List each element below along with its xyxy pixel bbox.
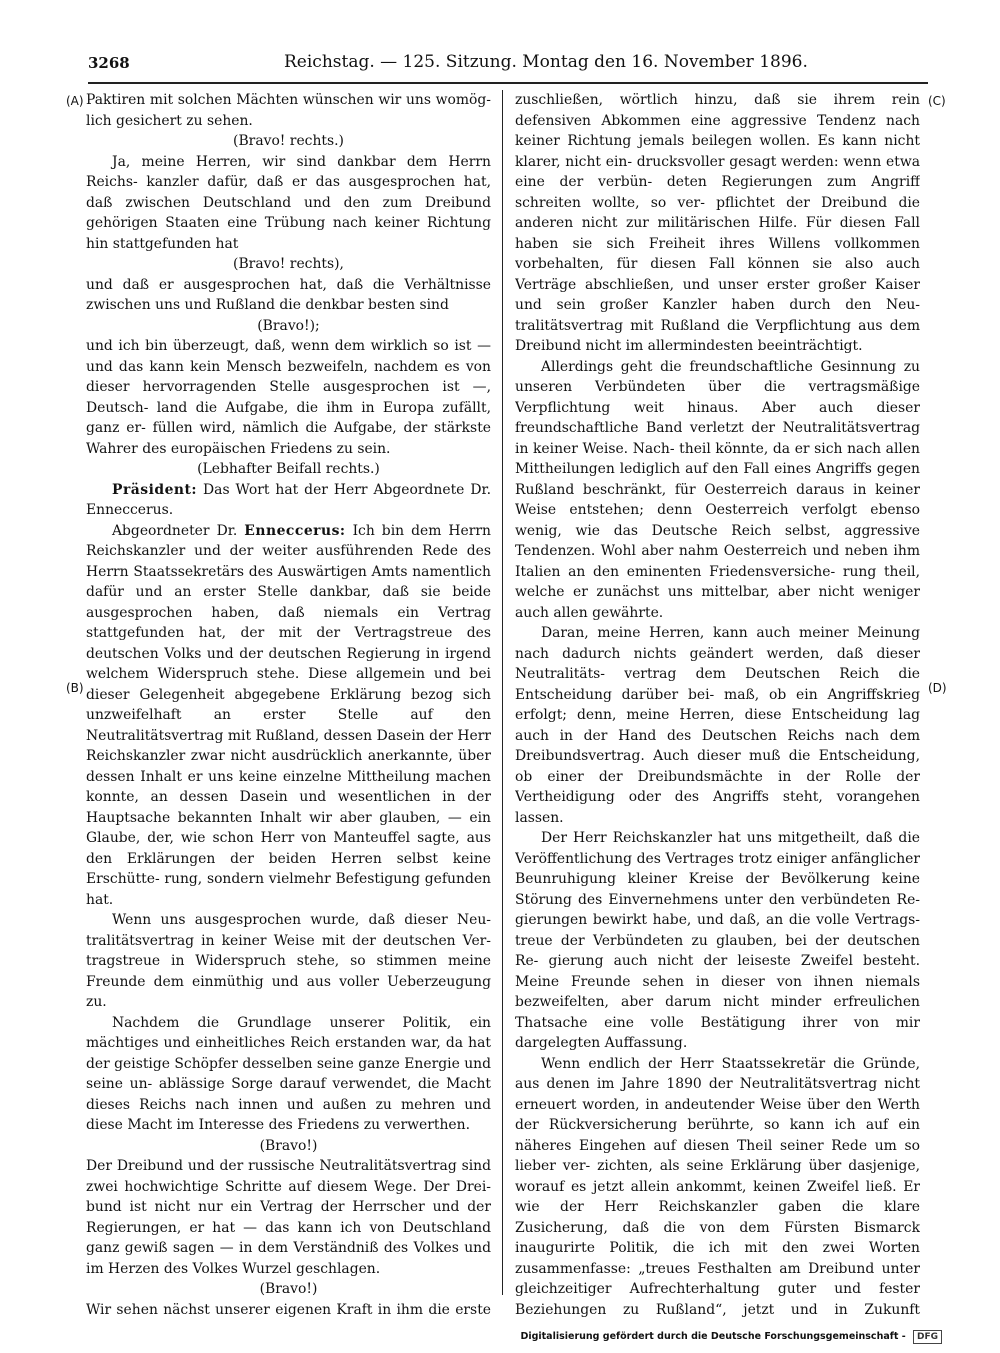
interjection: (Bravo! rechts.) [233,133,344,149]
paragraph: Daran, meine Herren, kann auch meiner Meinung nach dadurch nichts geändert werden, daß dieser Neutralitäts- vertrag dem Deutschen Reich die Entscheidung darüber bei- maß, ob ein Angriffskrieg erfolgt; denn, meine Herren, diese Entscheidung lag auch in der Hand des Deutschen Reichs nach dem Dreibundsvertrag. Auch dieser muß die Entscheidung, ob einer der Dreibundsmächte in der Rolle der Vertheidigung oder des Angriffs steht, vorangehen lassen. [515,625,920,826]
right-column [515,90,920,1320]
paragraph: Wir sehen nächst unserer eigenen Kraft in ihm die erste [86,1301,491,1318]
page-header [88,48,928,80]
interjection: (Bravo!) [259,1137,318,1154]
column-divider [502,90,503,1295]
paragraph: und daß er ausgesprochen hat, daß die Verhältnisse zwischen uns und Rußland die denkbar besten sind [86,276,491,313]
speech-text: Das Wort hat der Herr Abgeordnete Dr. Enneccerus. [86,481,491,518]
speaker-paragraph [86,480,491,521]
paragraph: Paktiren mit solchen Mächten wünschen wir uns womög- lich gesichert zu sehen. [86,92,491,129]
speaker-prefix: Abgeordneter Dr. [112,522,238,539]
paragraph: Wenn uns ausgesprochen wurde, daß dieser Neu- tralitätsvertrag in keiner Weise mit der deutschen Ver- tragstreue in Widerspruch stehe, so stimmen meine Freunde dem einmüthig und aus voller Ueberzeugung zu. [86,912,491,1010]
speaker-paragraph [86,521,491,911]
running-title: Reichstag. — 125. Sitzung. Montag den 16. November 1896. [284,52,808,72]
margin-marker-c: (C) [928,94,946,108]
paragraph: Der Dreibund und der russische Neutralitätsvertrag sind zwei hochwichtige Schritte auf diesem Wege. Der Drei- bund ist nicht nur ein Vertrag der Herrscher und der Regierungen, er hat — das kann ich von Deutschland ganz gewiß sagen — in dem Verständniß des Volkes und im Herzen des Volkes Wurzel geschlagen. [86,1158,491,1277]
interjection: (Bravo! rechts), [233,256,344,272]
interjection: (Lebhafter Beifall rechts.) [197,461,380,477]
paragraph: Nachdem die Grundlage unserer Politik, ein mächtiges und einheitliches Reich erstanden war, da hat der geistige Schöpfer desselben seine ganze Energie und seine un- ablässige Sorge darauf verwendet, die Macht dieses Reichs nach innen und außen zu mehren und diese Macht im Interesse des Friedens zu verwerthen. [86,1014,491,1133]
margin-marker-d: (D) [928,681,947,695]
interjection: (Bravo!) [259,1281,318,1297]
page-number: 3268 [88,54,130,72]
dfg-logo: DFG [913,1330,942,1344]
paragraph: Allerdings geht die freundschaftliche Gesinnung zu unseren Verbündeten über die vertragsmäßige Verpflichtung weit hinaus. Aber auch dieser freundschaftliche Band verletzt der Neutralitätsvertrag in keiner Weise. Nach- theil könnte, da er sich nach allen Mittheilungen lediglich auf den Fall eines Angriffs gegen Rußland beschränkt, für Oesterreich daraus in keiner Weise entstehen; denn Oesterreich verfolgt ebenso wenig, wie das Deutsche Reich selbst, aggressive Tendenzen. Wohl aber nahm Oesterreich und neben ihm Italien an den eminenten Friedensversiche- rung theil, welche er zunächst uns mittelbar, aber nicht weniger auch allen gewährte. [515,358,920,621]
paragraph: zuschließen, wörtlich hinzu, daß sie ihrem rein defensiven Abkommen eine aggressive Tendenz nach keiner Richtung jemals beilegen wollen. Es kann nicht klarer, nicht ein- drucksvoller gesagt werden: wenn etwa eine der verbün- deten Regierungen zum Angriff schreiten wollte, so ver- pflichtet der Dreibund die anderen nicht zur militärischen Hilfe. Für diesen Fall haben sie sich Freiheit ihres Willens vollkommen vorbehalten, für diesen Fall können sie also auch Verträge abschließen, und unser erster großer Kaiser und sein großer Kanzler haben durch den Neu- tralitätsvertrag mit Rußland die Verpflichtung aus dem Dreibund nicht im allermindesten beeinträchtigt. [515,92,920,354]
margin-marker-a: (A) [66,94,84,108]
paragraph: Der Herr Reichskanzler hat uns mitgetheilt, daß die Veröffentlichung des Vertrages trotz einiger anfänglicher Beunruhigung kleiner Kreise der Bevölkerung keine Störung des Einvernehmens unter den verbündeten Re- gierungen bewirkt habe, und daß, an die volle Vertrags- treue der Verbündeten zu glauben, bei der deutschen Re- gierung auch nicht der leiseste Zweifel besteht. Meine Freunde sehen in dieser von ihnen niemals bezweifelten, aber darum nicht minder erfreulichen Thatsache eine volle Bestätigung ihrer von mir dargelegten Auffassung. [515,830,920,1051]
speaker-name: Präsident: [112,481,198,498]
interjection: (Bravo!); [257,317,320,334]
margin-marker-b: (B) [66,681,84,695]
footer-credit [520,1330,942,1344]
speech-text: Ich bin dem Herrn Reichskanzler und der weiter ausführenden Rede des Herrn Staatssekretärs des Auswärtigen Amts namentlich dafür und an erster Stelle dankbar, daß sie beide ausgesprochen haben, daß niemals ein Vertrag stattgefunden hat, der mit der Vertragstreue des deutschen Volks und der deutschen Regierung in irgend welchem Widerspruch stehe. Diese allgemein und bei dieser Gelegenheit abgegebene Erklärung bezog sich unzweifelhaft an erster Stelle auf den Neutralitätsvertrag mit Rußland, dessen Dasein der Herr Reichskanzler zwar nicht ausdrücklich anerkannte, über dessen Inhalt er uns keine einzelne Mittheilung machen konnte, an dessen Dasein und wesentlichen in der Hauptsache bekannten Inhalt wir aber glauben, — ein Glaube, der, wie schon Herr von Manteuffel sagte, aus den Erklärungen der beiden Herren selbst keine Erschütte- rung, sondern vielmehr Befestigung gefunden hat. [86,522,491,908]
footer-credit-text: Digitalisierung gefördert durch die Deutsche Forschungsgemeinschaft - [520,1331,906,1342]
paragraph: Ja, meine Herren, wir sind dankbar dem Herrn Reichs- kanzler dafür, daß er das ausgesprochen hat, daß zwischen Deutschland und den zum Dreibund gehörigen Staaten eine Trübung nach keiner Richtung hin stattgefunden hat [86,153,491,252]
paragraph: Wenn endlich der Herr Staatssekretär die Gründe, aus denen im Jahre 1890 der Neutralitätsvertrag nicht erneuert worden, in andeutender Weise über den Werth der Rückversicherung berührte, so kann ich auf ein näheres Eingehen auf diesen Theil seiner Rede um so lieber ver- zichten, als seine Erklärung über dasjenige, worauf es jetzt allein ankommt, keinen Zweifel ließ. Er wie der Herr Reichskanzler gaben die klare Zusicherung, daß die von dem Fürsten Bismarck inaugurirte Politik, die ich mit den zwei Worten zusammenfasse: „treues Festhalten am Dreibund unter gleichzeitiger Aufrechterhaltung guter und fester Beziehungen zu Rußland“, jetzt und in Zukunft [515,1055,920,1318]
paragraph: und ich bin überzeugt, daß, wenn dem wirklich so ist — und das kann kein Mensch bezweifeln, nachdem es von dieser hervorragenden Stelle ausgesprochen ist —, Deutsch- land die Aufgabe, die ihm in Europa zufällt, ganz er- füllen wird, nämlich die Aufgabe, der stärkste Wahrer des europäischen Friedens zu sein. [86,338,491,457]
speaker-name: Enneccerus: [244,522,346,539]
left-column [86,90,491,1320]
header-rule [88,82,928,84]
